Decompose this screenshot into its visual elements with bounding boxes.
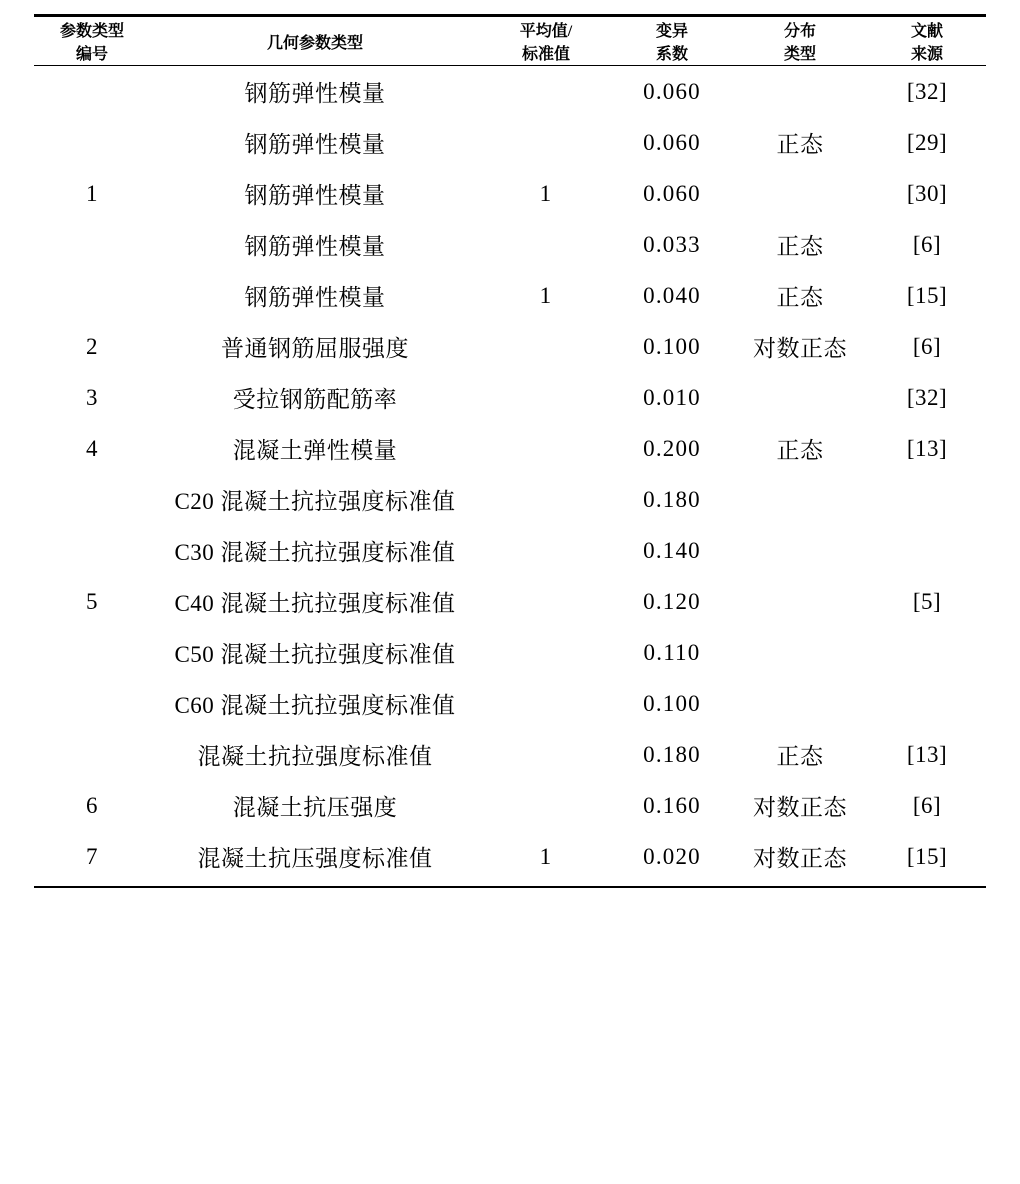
- cell-group: [34, 729, 150, 780]
- cell-cov: 0.110: [643, 639, 701, 665]
- cell-reference: [30]: [906, 180, 948, 206]
- cell-cov: 0.100: [643, 690, 701, 716]
- cell-distribution: 对数正态: [753, 336, 847, 361]
- table-row: [34, 321, 986, 372]
- cell-reference: [15]: [906, 843, 948, 869]
- cell-mean: [480, 66, 612, 117]
- cell-reference: [6]: [912, 231, 942, 257]
- cell-name: 钢筋弹性模量: [244, 81, 386, 106]
- cell-cov: 0.040: [643, 282, 701, 308]
- table-row: [34, 423, 986, 474]
- cell-distribution: [732, 576, 868, 627]
- cell-reference: [32]: [906, 78, 948, 104]
- table-row: [34, 576, 986, 627]
- cell-name: 受拉钢筋配筋率: [232, 387, 398, 412]
- cell-mean: [480, 729, 612, 780]
- header-param-number: 参数类型 编号: [59, 23, 124, 63]
- cell-mean: 1: [539, 180, 553, 206]
- cell-cov: 0.060: [643, 180, 701, 206]
- cell-cov: 0.060: [643, 129, 701, 155]
- cell-cov: 0.010: [643, 384, 701, 410]
- cell-distribution: [732, 678, 868, 729]
- cell-name: C50 混凝土抗拉强度标准值: [174, 642, 456, 667]
- cell-reference: [868, 474, 986, 525]
- cell-cov: 0.180: [643, 486, 701, 512]
- table-bottom-rule: [34, 887, 986, 888]
- cell-mean: [480, 525, 612, 576]
- cell-name: 钢筋弹性模量: [244, 234, 386, 259]
- cell-group: 6: [86, 792, 98, 818]
- cell-group: 2: [86, 333, 98, 359]
- cell-mean: 1: [539, 843, 553, 869]
- cell-group: [34, 270, 150, 321]
- cell-distribution: [732, 66, 868, 117]
- cell-reference: [6]: [912, 333, 942, 359]
- cell-reference: [868, 525, 986, 576]
- cell-name: 钢筋弹性模量: [244, 285, 386, 310]
- cell-mean: 1: [539, 282, 553, 308]
- cell-mean: [480, 678, 612, 729]
- cell-cov: 0.160: [643, 792, 701, 818]
- cell-group: [34, 627, 150, 678]
- cell-mean: [480, 117, 612, 168]
- cell-distribution: 正态: [776, 234, 824, 259]
- cell-distribution: [732, 372, 868, 423]
- cell-distribution: 对数正态: [753, 795, 847, 820]
- cell-cov: 0.120: [643, 588, 701, 614]
- cell-cov: 0.020: [643, 843, 701, 869]
- table-row: [34, 117, 986, 168]
- table-header-row: [34, 17, 986, 66]
- cell-cov: 0.100: [643, 333, 701, 359]
- cell-reference: [5]: [912, 588, 942, 614]
- header-mean-standard: 平均值/ 标准值: [519, 23, 573, 63]
- table-row: [34, 168, 986, 219]
- cell-group: 5: [86, 588, 98, 614]
- cell-reference: [29]: [906, 129, 948, 155]
- cell-distribution: 对数正态: [753, 846, 847, 871]
- table-row: [34, 219, 986, 270]
- cell-mean: [480, 474, 612, 525]
- cell-reference: [15]: [906, 282, 948, 308]
- cell-group: 1: [86, 180, 98, 206]
- cell-distribution: 正态: [776, 438, 824, 463]
- cell-distribution: [732, 474, 868, 525]
- cell-mean: [480, 219, 612, 270]
- cell-reference: [6]: [912, 792, 942, 818]
- table-row: [34, 627, 986, 678]
- cell-name: C60 混凝土抗拉强度标准值: [174, 693, 456, 718]
- table-row: [34, 372, 986, 423]
- cell-mean: [480, 321, 612, 372]
- cell-name: C20 混凝土抗拉强度标准值: [174, 489, 456, 514]
- cell-name: C40 混凝土抗拉强度标准值: [174, 591, 456, 616]
- header-reference-source: 文献 来源: [910, 23, 943, 63]
- cell-name: 混凝土弹性模量: [232, 438, 398, 463]
- cell-name: 钢筋弹性模量: [244, 183, 386, 208]
- cell-group: 4: [86, 435, 98, 461]
- parameter-table: [34, 14, 986, 888]
- cell-name: C30 混凝土抗拉强度标准值: [174, 540, 456, 565]
- table-row: [34, 474, 986, 525]
- cell-name: 混凝土抗拉强度标准值: [197, 744, 433, 769]
- cell-group: 3: [86, 384, 98, 410]
- cell-distribution: [732, 168, 868, 219]
- cell-group: [34, 678, 150, 729]
- cell-name: 普通钢筋屈服强度: [221, 336, 409, 361]
- header-distribution-type: 分布 类型: [783, 23, 816, 63]
- cell-distribution: 正态: [776, 285, 824, 310]
- cell-distribution: [732, 525, 868, 576]
- cell-group: [34, 117, 150, 168]
- cell-reference: [32]: [906, 384, 948, 410]
- cell-group: [34, 525, 150, 576]
- table-row: [34, 831, 986, 882]
- table-row: [34, 66, 986, 117]
- cell-reference: [868, 627, 986, 678]
- cell-distribution: 正态: [776, 132, 824, 157]
- table-row: [34, 729, 986, 780]
- table-row: [34, 525, 986, 576]
- cell-name: 混凝土抗压强度标准值: [197, 846, 433, 871]
- cell-reference: [868, 678, 986, 729]
- cell-mean: [480, 372, 612, 423]
- table-container: [0, 14, 1020, 888]
- cell-cov: 0.033: [643, 231, 701, 257]
- cell-name: 混凝土抗压强度: [232, 795, 398, 820]
- cell-mean: [480, 576, 612, 627]
- cell-mean: [480, 423, 612, 474]
- cell-reference: [13]: [906, 435, 948, 461]
- cell-reference: [13]: [906, 741, 948, 767]
- cell-cov: 0.060: [643, 78, 701, 104]
- cell-mean: [480, 627, 612, 678]
- header-geometry-param-type: 几何参数类型: [266, 34, 363, 52]
- cell-distribution: 正态: [776, 744, 824, 769]
- cell-cov: 0.140: [643, 537, 701, 563]
- cell-name: 钢筋弹性模量: [244, 132, 386, 157]
- table-row: [34, 780, 986, 831]
- cell-group: [34, 66, 150, 117]
- header-coefficient-variation: 变异 系数: [655, 23, 688, 63]
- table-row: [34, 270, 986, 321]
- cell-mean: [480, 780, 612, 831]
- cell-group: [34, 219, 150, 270]
- table-row: [34, 678, 986, 729]
- cell-distribution: [732, 627, 868, 678]
- cell-cov: 0.180: [643, 741, 701, 767]
- cell-cov: 0.200: [643, 435, 701, 461]
- cell-group: 7: [86, 843, 98, 869]
- cell-group: [34, 474, 150, 525]
